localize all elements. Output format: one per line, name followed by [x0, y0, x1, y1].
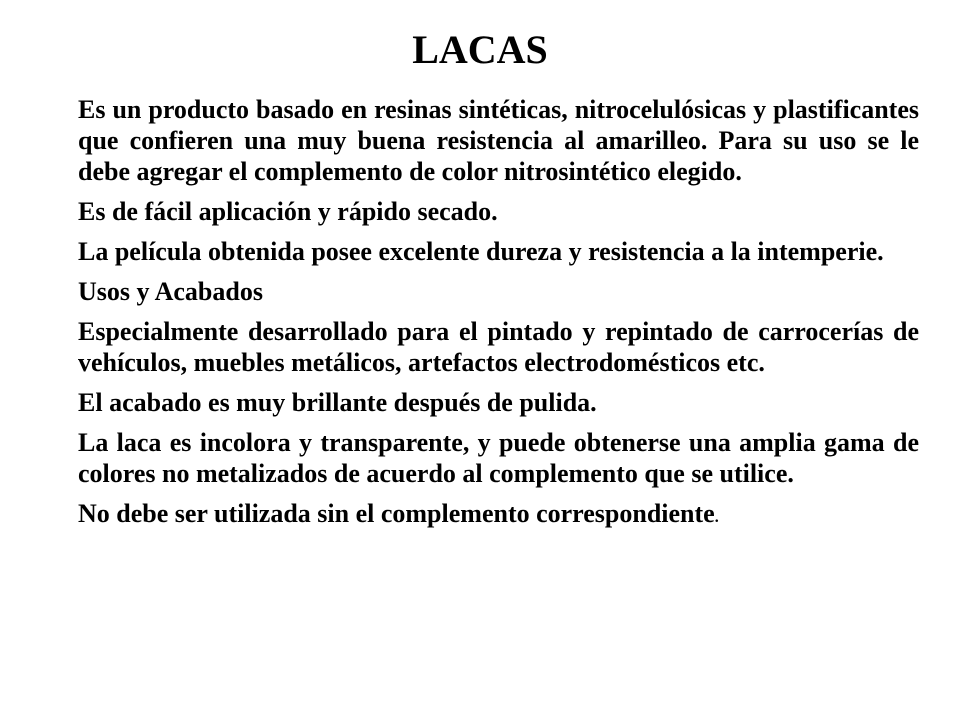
slide-title: LACAS	[412, 27, 548, 72]
paragraph-colors: La laca es incolora y transparente, y puede obtenerse una amplia gama de colores no metalizados de acuerdo al complemento que se utilice.	[78, 428, 919, 488]
paragraph-film-properties: La película obtenida posee excelente dureza y resistencia a la intemperie.	[78, 237, 884, 266]
section-heading-uses: Usos y Acabados	[78, 277, 263, 306]
paragraph-finish: El acabado es muy brillante después de pulida.	[78, 388, 597, 417]
warning-text: No debe ser utilizada sin el complemento correspondiente	[78, 499, 715, 528]
paragraph-application: Es de fácil aplicación y rápido secado.	[78, 197, 498, 226]
paragraph-uses: Especialmente desarrollado para el pintado y repintado de carrocerías de vehículos, muebles metálicos, artefactos electrodomésticos etc.	[78, 317, 919, 377]
paragraph-warning	[78, 498, 919, 533]
warning-period: .	[714, 509, 719, 526]
paragraph-description: Es un producto basado en resinas sintéticas, nitrocelulósicas y plastificantes que confieren una muy buena resistencia al amarilleo. Para su uso se le debe agregar el complemento de color nitrosintético elegido.	[78, 95, 919, 186]
slide-body	[78, 94, 919, 542]
